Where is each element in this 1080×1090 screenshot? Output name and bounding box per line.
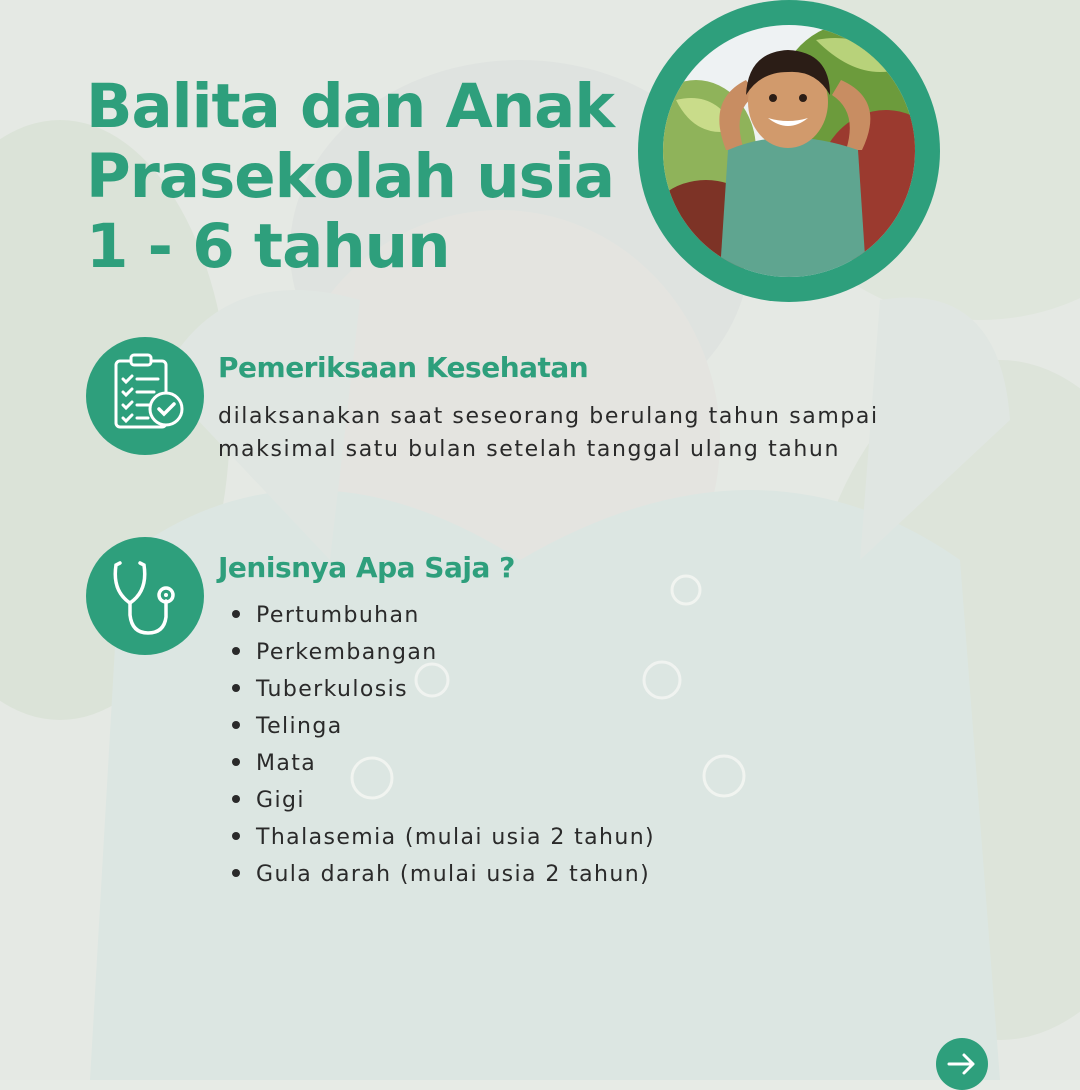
description-line-2: maksimal satu bulan setelah tanggal ulang tahun bbox=[218, 437, 841, 462]
next-slide-button[interactable] bbox=[936, 1038, 988, 1090]
title-line-2: Prasekolah usia bbox=[86, 141, 615, 212]
title-line-3: 1 - 6 tahun bbox=[86, 211, 450, 282]
section-heading-pemeriksaan: Pemeriksaan Kesehatan bbox=[218, 351, 589, 384]
smiling-child-photo bbox=[636, 0, 942, 302]
list-item: Gigi bbox=[232, 782, 655, 819]
list-item: Mata bbox=[232, 745, 655, 782]
clipboard-check-icon bbox=[86, 337, 204, 455]
section-description bbox=[218, 400, 938, 466]
checkup-type-list bbox=[232, 597, 655, 893]
title-line-1: Balita dan Anak bbox=[86, 71, 614, 142]
description-line-1: dilaksanakan saat seseorang berulang tahun sampai bbox=[218, 404, 879, 429]
list-item: Tuberkulosis bbox=[232, 671, 655, 708]
stethoscope-icon bbox=[86, 537, 204, 655]
arrow-right-icon bbox=[946, 1050, 978, 1078]
list-item: Thalasemia (mulai usia 2 tahun) bbox=[232, 819, 655, 856]
page-title bbox=[86, 72, 646, 282]
list-item: Telinga bbox=[232, 708, 655, 745]
list-item: Gula darah (mulai usia 2 tahun) bbox=[232, 856, 655, 893]
list-item: Pertumbuhan bbox=[232, 597, 655, 634]
list-item: Perkembangan bbox=[232, 634, 655, 671]
section-heading-jenis: Jenisnya Apa Saja ? bbox=[218, 551, 515, 584]
